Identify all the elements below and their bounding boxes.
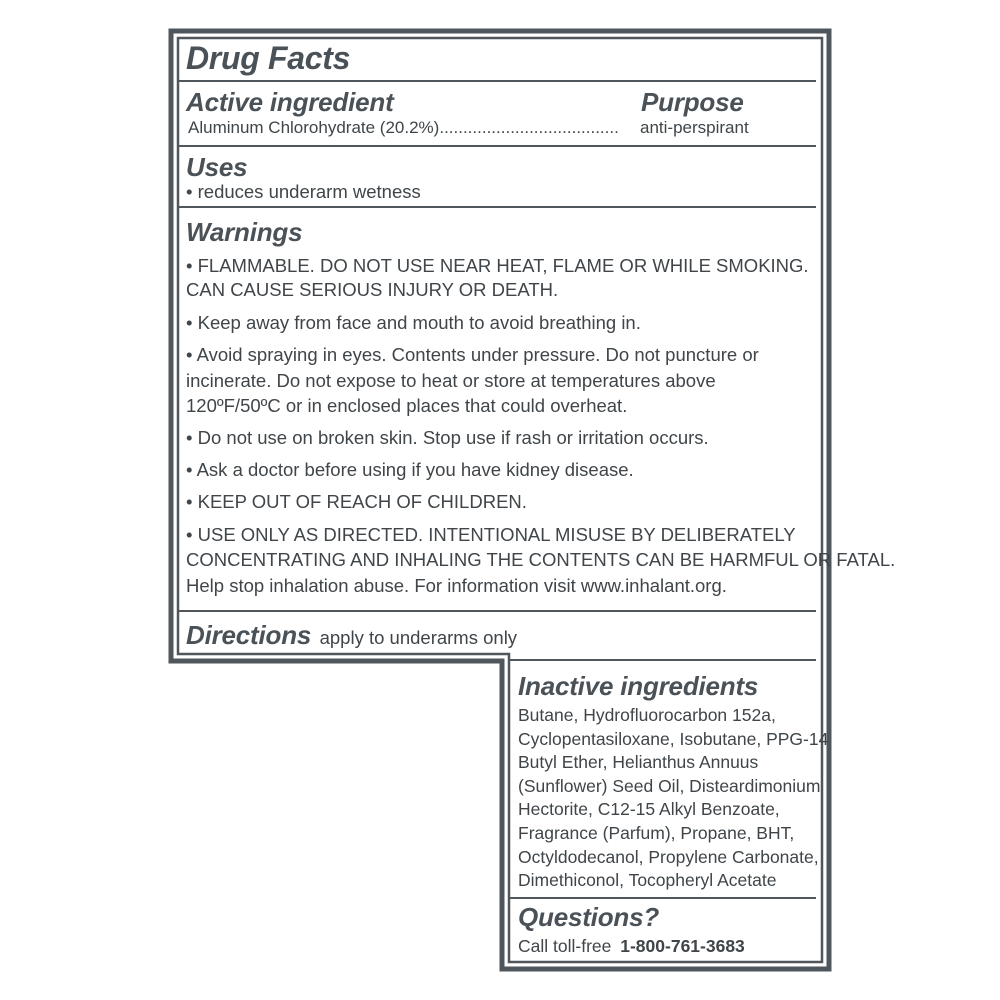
warning-line: incinerate. Do not expose to heat or store at temperatures above: [186, 370, 716, 391]
inactive-ingredient-line: (Sunflower) Seed Oil, Disteardimonium: [518, 776, 821, 796]
active-ingredient-line: [188, 119, 619, 136]
warning-line: • KEEP OUT OF REACH OF CHILDREN.: [186, 491, 527, 512]
inactive-ingredient-line: Dimethiconol, Tocopheryl Acetate: [518, 870, 777, 890]
divider-inactive: [509, 897, 816, 899]
active-ingredient-heading: Active ingredient: [186, 87, 394, 117]
divider-active: [178, 145, 816, 147]
inactive-ingredients-heading: Inactive ingredients: [518, 671, 759, 701]
divider-directions: [509, 659, 816, 661]
warning-line: CONCENTRATING AND INHALING THE CONTENTS CAN BE HARMFUL OR FATAL.: [186, 549, 896, 570]
divider-uses: [178, 206, 816, 208]
warning-line: • FLAMMABLE. DO NOT USE NEAR HEAT, FLAME OR WHILE SMOKING.: [186, 255, 809, 276]
inactive-ingredient-line: Cyclopentasiloxane, Isobutane, PPG-14: [518, 729, 829, 749]
drug-facts-title: Drug Facts: [186, 40, 351, 76]
purpose-heading: Purpose: [641, 87, 744, 117]
directions-line: [186, 622, 517, 648]
inactive-ingredient-line: Butyl Ether, Helianthus Annuus: [518, 752, 759, 772]
call-toll-free-text: Call toll-free: [518, 936, 612, 956]
active-ingredient-name: Aluminum Chlorohydrate (20.2%): [188, 118, 440, 137]
warning-line: • Do not use on broken skin. Stop use if rash or irritation occurs.: [186, 427, 709, 448]
inactive-ingredient-line: Hectorite, C12-15 Alkyl Benzoate,: [518, 799, 780, 819]
uses-heading: Uses: [186, 152, 248, 182]
directions-heading: Directions: [186, 620, 312, 650]
warning-line: Help stop inhalation abuse. For information visit www.inhalant.org.: [186, 575, 727, 596]
inactive-ingredient-line: Butane, Hydrofluorocarbon 152a,: [518, 705, 776, 725]
warning-line: • Avoid spraying in eyes. Contents under pressure. Do not puncture or: [186, 344, 759, 365]
warning-line: • Keep away from face and mouth to avoid breathing in.: [186, 312, 641, 333]
inactive-ingredient-line: Fragrance (Parfum), Propane, BHT,: [518, 823, 795, 843]
directions-text: apply to underarms only: [319, 627, 518, 648]
questions-line: [518, 938, 745, 956]
divider-title: [178, 80, 816, 82]
active-ingredient-purpose: anti-perspirant: [640, 118, 749, 137]
warnings-heading: Warnings: [186, 217, 303, 247]
warning-line: • USE ONLY AS DIRECTED. INTENTIONAL MISUSE BY DELIBERATELY: [186, 524, 796, 545]
phone-number: 1-800-761-3683: [620, 936, 745, 956]
warning-line: • Ask a doctor before using if you have kidney disease.: [186, 459, 634, 480]
questions-heading: Questions?: [518, 902, 660, 932]
warning-line: CAN CAUSE SERIOUS INJURY OR DEATH.: [186, 279, 559, 300]
divider-warnings: [178, 610, 816, 612]
dot-leader: ......................................: [439, 118, 619, 137]
warning-line: 120ºF/50ºC or in enclosed places that could overheat.: [186, 395, 628, 416]
inactive-ingredient-line: Octyldodecanol, Propylene Carbonate,: [518, 847, 819, 867]
uses-item: • reduces underarm wetness: [186, 181, 421, 202]
